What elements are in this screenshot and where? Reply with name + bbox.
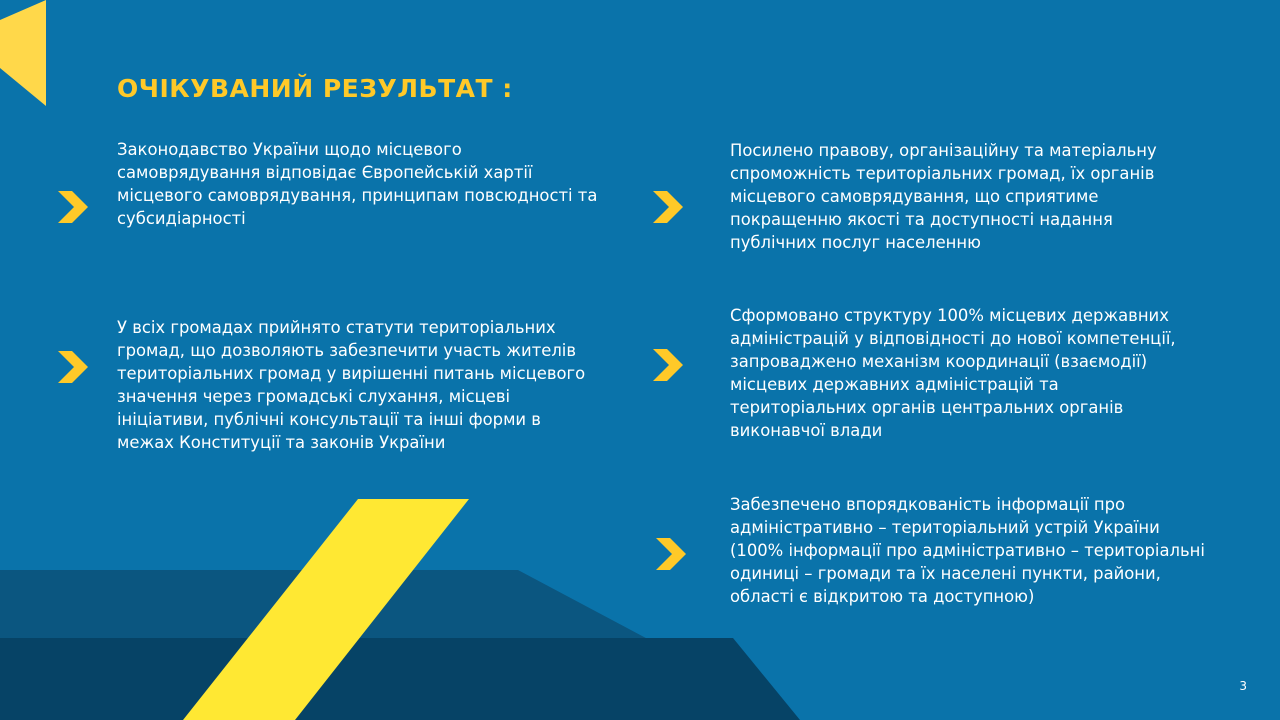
chevron-right-icon	[653, 536, 689, 572]
chevron-right-icon	[55, 349, 91, 385]
result-item-text: Законодавство України щодо місцевого самоврядування відповідає Європейській хартії місцевого самоврядування, принципам повсюдності та субсидіарності	[117, 140, 598, 228]
page-number: 3	[1239, 679, 1247, 693]
darker-band	[0, 638, 800, 720]
result-item-text: Забезпечено впорядкованість інформації про адміністративно – територіальний устрій України (100% інформації про адміністративно – територіальні одиниці – громади та їх населені пункти, райони, області є відкритою та доступною)	[730, 495, 1205, 606]
slide-title: ОЧІКУВАНИЙ РЕЗУЛЬТАТ :	[117, 74, 513, 103]
result-item-text: Посилено правову, організаційну та матеріальну спроможність територіальних громад, їх органів місцевого самоврядування, що сприятиме покращенню якості та доступності надання публічних послуг населенню	[730, 141, 1157, 252]
result-item-text: Сформовано структуру 100% місцевих державних адміністрацій у відповідності до нової компетенції, запроваджено механізм координації (взаємодії) місцевих державних адміністрацій та територіальних органів центральних органів виконавчої влади	[730, 306, 1176, 440]
result-item-text: У всіх громадах прийнято статути територіальних громад, що дозволяють забезпечити участь жителів територіальних громад у вирішенні питань місцевого значення через громадські слухання, місцеві ініціативи, публічні консультації та інші форми в межах Конституції та законів України	[117, 318, 586, 452]
chevron-right-icon	[650, 347, 686, 383]
chevron-right-icon	[650, 189, 686, 225]
chevron-right-icon	[55, 189, 91, 225]
